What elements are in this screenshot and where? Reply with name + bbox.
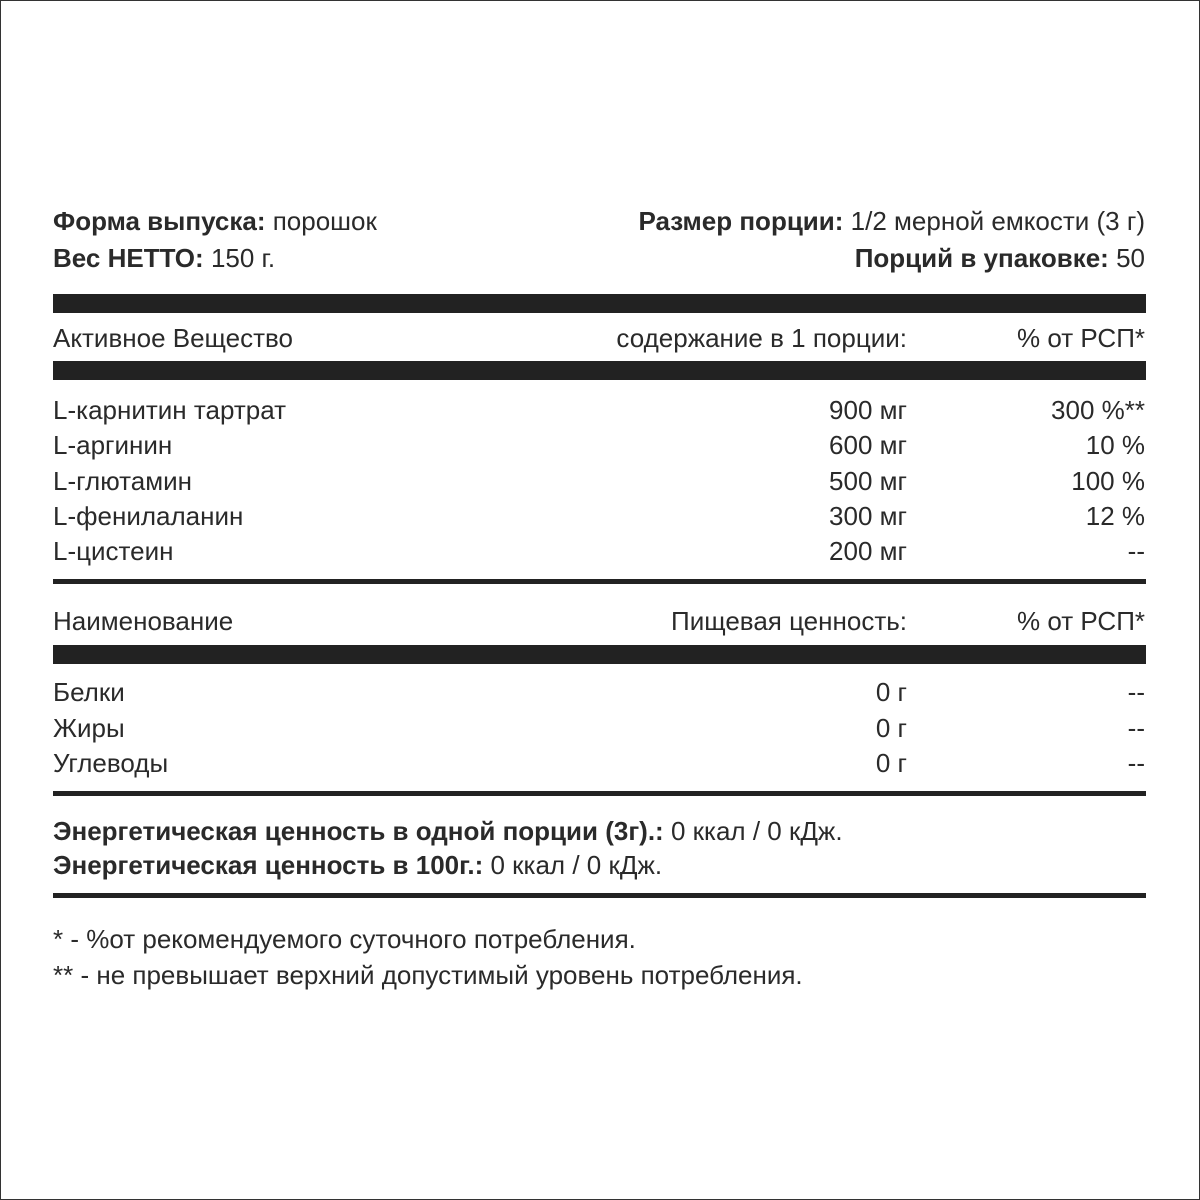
servings-info (855, 243, 1145, 273)
serving-info (639, 206, 1146, 236)
active-row-amount: 300 мг (829, 501, 907, 531)
nutrition-row-amount: 0 г (875, 677, 907, 707)
active-row-rsp: 12 % (1085, 501, 1145, 531)
active-row-rsp: 300 %** (1051, 395, 1145, 425)
active-row-name: L-глютамин (53, 466, 192, 496)
footnote-rsp: * - %от рекомендуемого суточного потребления. (53, 924, 636, 954)
footnote-upper-limit: ** - не превышает верхний допустимый уровень потребления. (53, 960, 803, 990)
divider-line (53, 579, 1146, 584)
nutrition-row-rsp: -- (1127, 677, 1145, 707)
active-row-rsp: 10 % (1085, 430, 1145, 460)
divider-bar (53, 361, 1146, 380)
energy-per-100 (53, 850, 662, 880)
form-value: порошок (272, 206, 377, 236)
weight-label: Вес НЕТТО: (53, 243, 204, 273)
active-row-name: L-фенилаланин (53, 501, 244, 531)
active-row-amount: 200 мг (829, 536, 907, 566)
nutrition-row-rsp: -- (1127, 748, 1145, 778)
active-row-amount: 900 мг (829, 395, 907, 425)
servings-label: Порций в упаковке: (854, 243, 1109, 273)
nutrition-row-rsp: -- (1127, 713, 1145, 743)
weight-info (53, 243, 275, 273)
nutrition-col-name: Наименование (53, 606, 234, 636)
energy-per-serving-label: Энергетическая ценность в одной порции (3г).: (53, 816, 664, 846)
active-row-rsp: -- (1127, 536, 1145, 566)
nutrition-row-name: Жиры (53, 713, 125, 743)
active-row-rsp: 100 % (1071, 466, 1145, 496)
energy-per-serving-value: 0 ккал / 0 кДж. (670, 816, 843, 846)
form-info (53, 206, 377, 236)
divider-bar (53, 645, 1146, 664)
energy-per-100-value: 0 ккал / 0 кДж. (490, 850, 663, 880)
nutrition-row-amount: 0 г (875, 713, 907, 743)
divider-line (53, 791, 1146, 796)
serving-label: Размер порции: (638, 206, 844, 236)
nutrition-row-name: Белки (53, 677, 125, 707)
active-row-amount: 600 мг (829, 430, 907, 460)
divider-line (53, 893, 1146, 898)
active-row-name: L-цистеин (53, 536, 174, 566)
active-col-amount: содержание в 1 порции: (616, 323, 907, 353)
form-label: Форма выпуска: (53, 206, 266, 236)
energy-per-100-label: Энергетическая ценность в 100г.: (53, 850, 484, 880)
nutrition-col-rsp: % от РСП* (1017, 606, 1145, 636)
serving-value: 1/2 мерной емкости (3 г) (850, 206, 1145, 236)
energy-per-serving (53, 816, 843, 846)
weight-value: 150 г. (210, 243, 276, 273)
nutrition-col-amount: Пищевая ценность: (671, 606, 907, 636)
active-row-name: L-аргинин (53, 430, 173, 460)
divider-bar (53, 294, 1146, 313)
active-row-amount: 500 мг (829, 466, 907, 496)
nutrition-row-amount: 0 г (875, 748, 907, 778)
active-row-name: L-карнитин тартрат (53, 395, 287, 425)
active-col-name: Активное Вещество (53, 323, 294, 353)
nutrition-row-name: Углеводы (53, 748, 169, 778)
active-col-rsp: % от РСП* (1017, 323, 1145, 353)
servings-value: 50 (1116, 243, 1145, 273)
